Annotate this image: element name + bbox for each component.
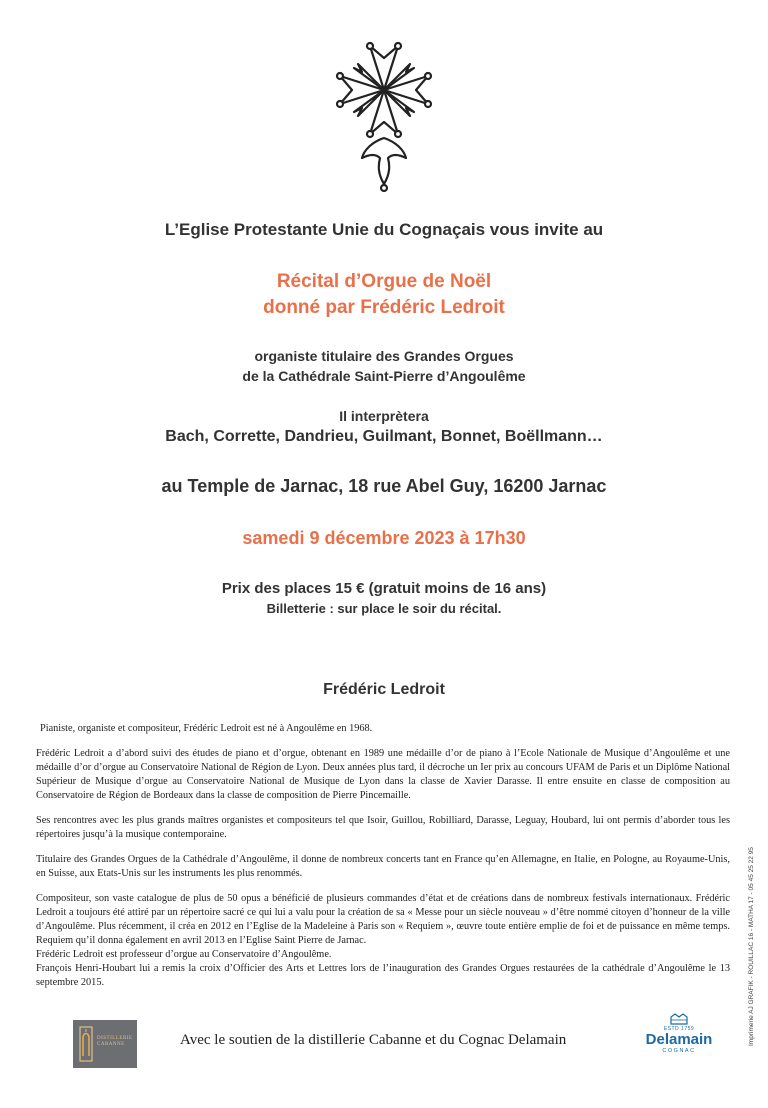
delamain-crest-icon bbox=[668, 1012, 690, 1026]
interprets-label: Il interprètera bbox=[339, 408, 429, 424]
performer-role-line2: de la Cathédrale Saint-Pierre d’Angoulême bbox=[242, 368, 526, 384]
bio-paragraph: Titulaire des Grandes Orgues de la Cathédrale d’Angoulême, il donne de nombreux concerts tant en France qu’en Allemagne, en Italie, en Pologne, au Royaume-Unis, en Suisse, aux Etats-Unis sur les instruments les plus renommés. bbox=[36, 854, 730, 879]
cabanne-emblem-icon bbox=[79, 1026, 93, 1062]
delamain-logo bbox=[640, 1012, 718, 1054]
bio-paragraph: Frédéric Ledroit a d’abord suivi des études de piano et d’orgue, obtenant en 1989 une médaille d’or de piano à l’Ecole Nationale de Musique d’Angoulême et une médaille d’or d’orgue au Conservatoire National de Région de Lyon. Deux années plus tard, il décroche un Ier prix au concours UFAM de Paris et un Diplôme National Supérieur de Musique d’orgue au Conservatoire National de Musique de Lyon dans la classe de Xavier Darasse. Il entre ensuite en classe de composition au Conservatoire de Région de Bordeaux dans la classe de composition de Pierre Pincemaille. bbox=[36, 748, 730, 801]
ticket-price: Prix des places 15 € (gratuit moins de 16 ans) bbox=[221, 580, 547, 597]
bio-paragraph: Pianiste, organiste et compositeur, Frédéric Ledroit est né à Angoulême en 1968. bbox=[40, 723, 373, 734]
sponsor-line: Avec le soutien de la distillerie Cabanne et du Cognac Delamain bbox=[180, 1032, 567, 1048]
bio-paragraph: Ses rencontres avec les plus grands maîtres organistes et compositeurs tel que Isoir, Guillou, Robilliard, Darasse, Leguay, Houbard, lui ont permis d’aborder tous les répertoires jusqu’à la musique contemporaine. bbox=[36, 815, 730, 840]
ticketing-info: Billetterie : sur place le soir du récital. bbox=[266, 601, 502, 616]
event-venue: au Temple de Jarnac, 18 rue Abel Guy, 16200 Jarnac bbox=[161, 476, 607, 496]
event-date: samedi 9 décembre 2023 à 17h30 bbox=[242, 528, 526, 548]
invitation-line: L’Eglise Protestante Unie du Cognaçais vous invite au bbox=[164, 220, 604, 239]
bio-paragraph: François Henri-Houbart lui a remis la croix d’Officier des Arts et Lettres lors de l’inauguration des Grandes Orgues restaurées de la cathédrale d’Angoulême le 13 septembre 2015. bbox=[36, 963, 730, 988]
distillerie-cabanne-logo bbox=[73, 1020, 137, 1068]
delamain-subbrand: COGNAC bbox=[662, 1048, 696, 1054]
cabanne-logo-text: DISTILLERIE CABANNE bbox=[97, 1036, 133, 1047]
biography bbox=[36, 722, 730, 990]
delamain-brand: Delamain bbox=[645, 1031, 713, 1048]
bio-paragraph: Frédéric Ledroit est professeur d’orgue au Conservatoire d’Angoulême. bbox=[36, 949, 332, 960]
delamain-estd: ESTD 1759 bbox=[663, 1026, 695, 1032]
performer-role-line1: organiste titulaire des Grandes Orgues bbox=[254, 348, 514, 364]
printer-credit: Imprimerie AJ GRAFIK - ROUILLAC 16 - MATHA 17 - 05 45 25 22 95 bbox=[748, 847, 755, 1046]
composers-list: Bach, Corrette, Dandrieu, Guilmant, Bonnet, Boëllmann… bbox=[165, 428, 603, 445]
huguenot-cross-emblem bbox=[316, 38, 452, 194]
recital-title: Récital d’Orgue de Noël bbox=[276, 271, 492, 292]
recital-performer: donné par Frédéric Ledroit bbox=[263, 297, 505, 318]
bio-paragraph: Compositeur, son vaste catalogue de plus de 50 opus a bénéficié de plusieurs commandes d’état et de créations dans de nombreux festivals internationaux. Frédéric Ledroit a toujours été attiré par un répertoire sacré ce qui lui a valu pour la création de sa « Messe pour un siècle nouveau » d’être nommé citoyen d’honneur de la ville d’Angoulême. Plus récemment, il créa en 2012 en l’Eglise de la Madeleine à Paris son « Requiem », œuvre toute entière emplie de foi et de puissance en même temps. Requiem qu’il donna également en avril 2013 en l’Eglise Saint Pierre de Jarnac. bbox=[36, 893, 730, 946]
bio-title: Frédéric Ledroit bbox=[323, 681, 445, 698]
